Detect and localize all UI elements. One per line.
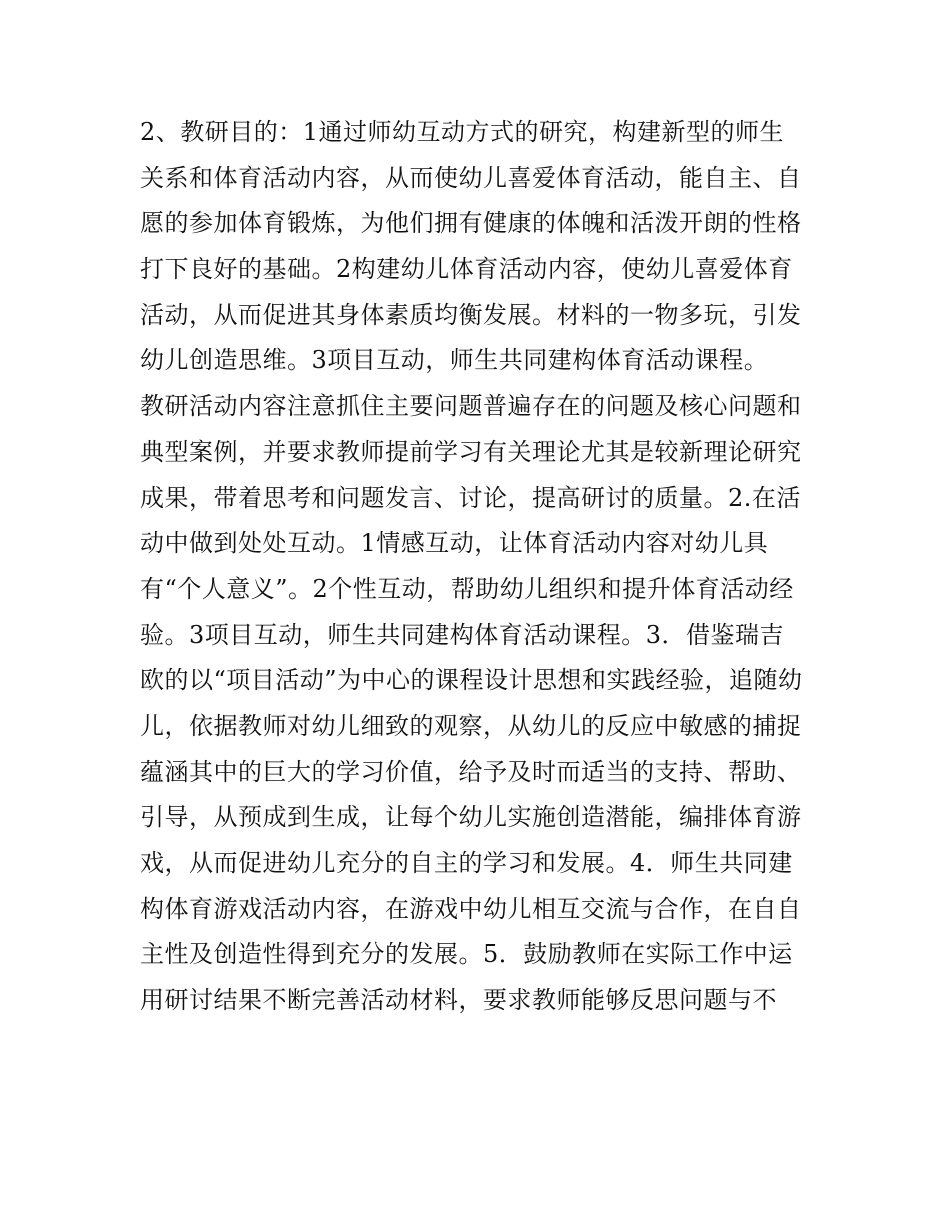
text-line-9: 成果，带着思考和问题发言、讨论，提高研讨的质量。2.在活 [140,483,801,512]
text-line-13: 欧的以“项目活动”为中心的课程设计思想和实践经验，追随幼 [140,666,803,695]
text-line-1: 2、教研目的：1通过师幼互动方式的研究，构建新型的师生 [140,118,785,146]
body-text [140,110,820,1024]
text-line-20: 用研讨结果不断完善活动材料，要求教师能够反思问题与不 [140,986,777,1015]
text-line-2: 关系和体育活动内容，从而使幼儿喜爱体育活动，能自主、自 [140,163,802,192]
text-line-19: 主性及创造性得到充分的发展。5．鼓励教师在实际工作中运 [140,940,793,969]
text-line-12: 验。3项目互动，师生共同建构体育活动课程。3．借鉴瑞吉 [140,620,785,649]
text-line-6: 幼儿创造思维。3项目互动，师生共同建构体育活动课程。 [140,346,769,375]
text-line-11: 有“个人意义”。2个性互动，帮助幼儿组织和提升体育活动经 [140,574,794,603]
text-line-14: 儿，依据教师对幼儿细致的观察，从幼儿的反应中敏感的捕捉 [140,711,802,740]
text-line-7: 教研活动内容注意抓住主要问题普遍存在的问题及核心问题和 [140,392,802,421]
text-line-16: 引导，从预成到生成，让每个幼儿实施创造潜能，编排体育游 [140,803,802,832]
text-line-5: 活动，从而促进其身体素质均衡发展。材料的一物多玩，引发 [140,300,802,329]
text-line-10: 动中做到处处互动。1情感互动，让体育活动内容对幼儿具 [140,529,769,558]
text-line-18: 构体育游戏活动内容，在游戏中幼儿相互交流与合作，在自自 [140,894,802,923]
text-line-17: 戏，从而促进幼儿充分的自主的学习和发展。4．师生共同建 [140,849,793,877]
text-line-8: 典型案例，并要求教师提前学习有关理论尤其是较新理论研究 [140,437,802,466]
text-line-4: 打下良好的基础。2构建幼儿体育活动内容，使幼儿喜爱体育 [140,255,793,284]
text-line-3: 愿的参加体育锻炼，为他们拥有健康的体魄和活泼开朗的性格 [140,209,802,238]
text-line-15: 蕴涵其中的巨大的学习价值，给予及时而适当的支持、帮助、 [140,757,802,786]
